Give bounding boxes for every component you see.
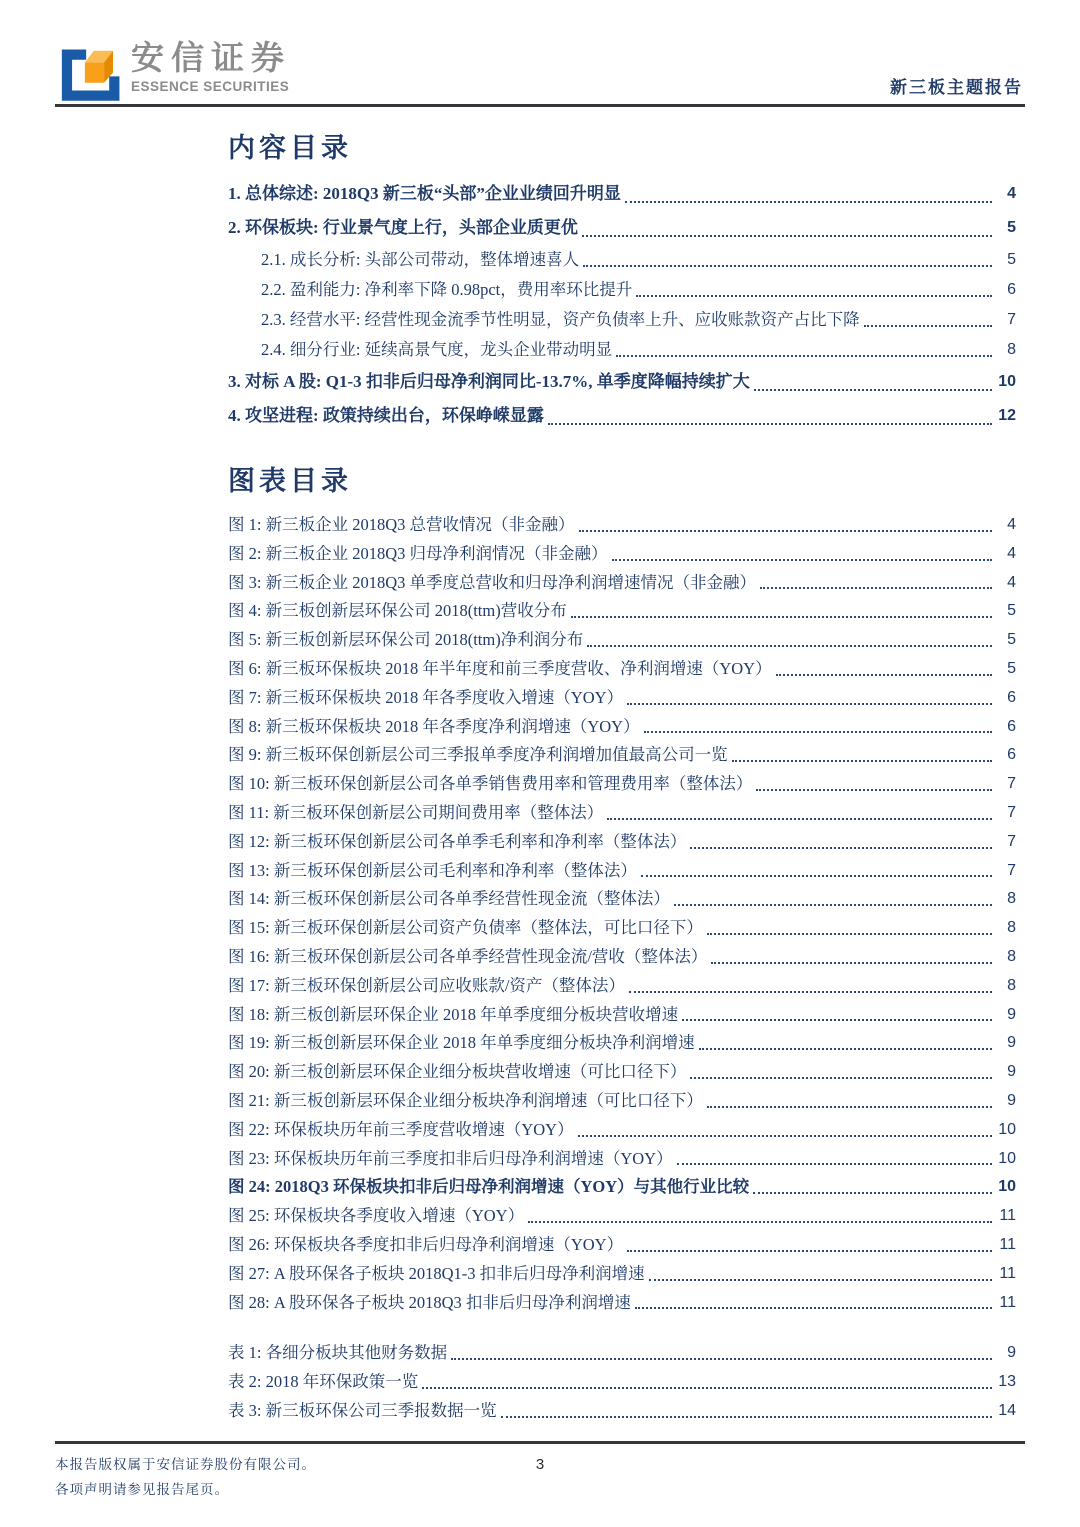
dot-leader bbox=[637, 857, 996, 886]
dot-leader bbox=[707, 943, 996, 972]
contents-title: 内容目录 bbox=[228, 133, 352, 163]
figure-item[interactable] bbox=[228, 857, 1016, 886]
figure-item-label: 表 1: 各细分板块其他财务数据 bbox=[228, 1343, 448, 1363]
figure-item-label: 图 17: 新三板环保创新层公司应收账款/资产（整体法） bbox=[228, 975, 625, 995]
figure-item-page: 11 bbox=[999, 1293, 1016, 1311]
dot-leader bbox=[645, 1260, 996, 1289]
toc-item[interactable] bbox=[228, 399, 1016, 433]
dot-leader bbox=[631, 1289, 996, 1318]
contents-list bbox=[228, 177, 1016, 433]
figure-item[interactable] bbox=[228, 655, 1016, 684]
figure-item-label: 图 27: A 股环保各子板块 2018Q1-3 扣非后归母净利润增速 bbox=[228, 1263, 645, 1283]
figure-item[interactable] bbox=[228, 569, 1016, 598]
figure-item-page: 9 bbox=[1007, 1092, 1016, 1110]
figure-item-page: 8 bbox=[1007, 948, 1016, 966]
figure-item-label: 图 21: 新三板创新层环保企业细分板块净利润增速（可比口径下） bbox=[228, 1091, 703, 1111]
figure-item[interactable] bbox=[228, 1087, 1016, 1116]
figures-list bbox=[228, 511, 1016, 1317]
toc-item-page: 8 bbox=[1007, 341, 1016, 359]
figures-title: 图表目录 bbox=[228, 466, 352, 497]
figure-item-page: 10 bbox=[998, 1178, 1016, 1196]
toc-item-page: 12 bbox=[998, 407, 1016, 425]
figure-item-label: 图 19: 新三板创新层环保企业 2018 年单季度细分板块净利润增速 bbox=[228, 1033, 695, 1053]
figure-item[interactable] bbox=[228, 770, 1016, 799]
brand-name-en: ESSENCE SECURITIES bbox=[131, 78, 290, 94]
figure-item-page: 10 bbox=[998, 1149, 1016, 1167]
dot-leader bbox=[640, 713, 996, 742]
figure-item-label: 图 7: 新三板环保板块 2018 年各季度收入增速（YOY） bbox=[228, 687, 624, 707]
figure-item-label: 图 14: 新三板环保创新层公司各单季经营性现金流（整体法） bbox=[228, 889, 670, 909]
page-number: 3 bbox=[535, 1456, 545, 1473]
figure-item[interactable] bbox=[228, 626, 1016, 655]
dot-leader bbox=[608, 540, 997, 569]
essence-securities-logo-icon bbox=[58, 36, 122, 104]
figure-item[interactable] bbox=[228, 828, 1016, 857]
toc-item-label: 1. 总体综述: 2018Q3 新三板“头部”企业业绩回升明显 bbox=[228, 184, 621, 204]
dot-leader bbox=[625, 972, 996, 1001]
dot-leader bbox=[621, 177, 996, 211]
figure-item-page: 5 bbox=[1007, 602, 1016, 620]
figure-item-label: 图 4: 新三板创新层环保公司 2018(ttm)营收分布 bbox=[228, 601, 567, 621]
toc-item-label: 2.4. 细分行业: 延续高景气度，龙头企业带动明显 bbox=[261, 340, 613, 360]
figure-item-page: 11 bbox=[999, 1207, 1016, 1225]
dot-leader bbox=[574, 1116, 996, 1145]
figure-item-label: 图 25: 环保板块各季度收入增速（YOY） bbox=[228, 1206, 525, 1226]
figure-item-page: 7 bbox=[1007, 804, 1016, 822]
copyright-line-1: 本报告版权属于安信证券股份有限公司。 bbox=[55, 1457, 316, 1472]
figure-item[interactable] bbox=[228, 1397, 1016, 1426]
figure-item[interactable] bbox=[228, 1368, 1016, 1397]
figure-item-page: 11 bbox=[999, 1236, 1016, 1254]
dot-leader bbox=[670, 885, 996, 914]
figure-item-label: 表 3: 新三板环保公司三季报数据一览 bbox=[228, 1401, 497, 1420]
figure-item[interactable] bbox=[228, 1029, 1016, 1058]
figure-item-label: 图 2: 新三板企业 2018Q3 归母净利润情况（非金融） bbox=[228, 543, 608, 563]
dot-leader bbox=[750, 365, 996, 399]
dot-leader bbox=[695, 1029, 996, 1058]
figure-item[interactable] bbox=[228, 1173, 1016, 1202]
toc-item[interactable] bbox=[228, 365, 1016, 399]
figure-item[interactable] bbox=[228, 972, 1016, 1001]
figure-item[interactable] bbox=[228, 1231, 1016, 1260]
figure-item[interactable] bbox=[228, 713, 1016, 742]
figure-item-page: 9 bbox=[1007, 1005, 1016, 1023]
figure-item-page: 13 bbox=[998, 1373, 1016, 1391]
figure-item[interactable] bbox=[228, 1202, 1016, 1231]
figure-item-label: 图 23: 环保板块历年前三季度扣非后归母净利润增速（YOY） bbox=[228, 1148, 673, 1168]
figure-item[interactable] bbox=[228, 1289, 1016, 1318]
figure-item-label: 图 5: 新三板创新层环保公司 2018(ttm)净利润分布 bbox=[228, 630, 584, 650]
figure-item[interactable] bbox=[228, 943, 1016, 972]
tables-list bbox=[228, 1339, 1016, 1425]
dot-leader bbox=[686, 1058, 996, 1087]
report-type-label: 新三板主题报告 bbox=[890, 78, 1023, 97]
toc-item-page: 4 bbox=[1007, 185, 1016, 203]
dot-leader bbox=[686, 828, 996, 857]
figure-item[interactable] bbox=[228, 885, 1016, 914]
toc-item-page: 5 bbox=[1007, 219, 1016, 237]
figure-item-page: 4 bbox=[1007, 516, 1016, 534]
toc-item-label: 2.2. 盈利能力: 净利率下降 0.98pct，费用率环比提升 bbox=[261, 280, 633, 300]
dot-leader bbox=[673, 1145, 996, 1174]
figure-item-page: 8 bbox=[1007, 976, 1016, 994]
dot-leader bbox=[678, 1001, 996, 1030]
figure-item[interactable] bbox=[228, 1260, 1016, 1289]
figure-item-page: 11 bbox=[999, 1264, 1016, 1282]
figure-item[interactable] bbox=[228, 1145, 1016, 1174]
dot-leader bbox=[612, 335, 996, 365]
toc-item-label: 2.3. 经营水平: 经营性现金流季节性明显，资产负债率上升、应收账款资产占比下降 bbox=[261, 310, 860, 330]
toc-item-label: 4. 攻坚进程: 政策持续出台，环保峥嵘显露 bbox=[228, 406, 544, 426]
figure-item-page: 7 bbox=[1007, 861, 1016, 879]
figure-item-page: 6 bbox=[1007, 717, 1016, 735]
toc-item[interactable] bbox=[228, 245, 1016, 275]
toc-item-page: 5 bbox=[1007, 251, 1016, 269]
toc-item-label: 2.1. 成长分析: 头部公司带动，整体增速喜人 bbox=[261, 250, 580, 270]
figure-item-label: 图 3: 新三板企业 2018Q3 单季度总营收和归母净利润增速情况（非金融） bbox=[228, 572, 756, 592]
figure-item-label: 图 22: 环保板块历年前三季度营收增速（YOY） bbox=[228, 1119, 574, 1139]
toc-item[interactable] bbox=[228, 335, 1016, 365]
dot-leader bbox=[544, 399, 996, 433]
dot-leader bbox=[578, 211, 996, 245]
figure-item-page: 6 bbox=[1007, 746, 1016, 764]
figure-item-label: 图 11: 新三板环保创新层公司期间费用率（整体法） bbox=[228, 803, 604, 823]
figure-item[interactable] bbox=[228, 799, 1016, 828]
dot-leader bbox=[579, 245, 996, 275]
dot-leader bbox=[524, 1202, 996, 1231]
figure-item-page: 9 bbox=[1007, 1034, 1016, 1052]
dot-leader bbox=[632, 275, 996, 305]
figure-item[interactable] bbox=[228, 1116, 1016, 1145]
figure-item-label: 图 24: 2018Q3 环保板块扣非后归母净利润增速（YOY）与其他行业比较 bbox=[228, 1177, 750, 1197]
figure-item-page: 7 bbox=[1007, 832, 1016, 850]
figure-item[interactable] bbox=[228, 741, 1016, 770]
figure-item-label: 表 2: 2018 年环保政策一览 bbox=[228, 1372, 419, 1392]
dot-leader bbox=[567, 597, 996, 626]
figure-item-label: 图 6: 新三板环保板块 2018 年半年度和前三季度营收、净利润增速（YOY） bbox=[228, 659, 772, 679]
copyright-line-2: 各项声明请参见报告尾页。 bbox=[55, 1481, 229, 1497]
toc-item-label: 2. 环保板块: 行业景气度上行，头部企业质更优 bbox=[228, 218, 578, 238]
dot-leader bbox=[772, 655, 996, 684]
toc-item-page: 10 bbox=[998, 373, 1016, 391]
figure-item-label: 图 9: 新三板环保创新层公司三季报单季度净利润增加值最高公司一览 bbox=[228, 745, 728, 765]
figure-item-page: 10 bbox=[998, 1120, 1016, 1138]
figure-item-page: 5 bbox=[1007, 631, 1016, 649]
figure-item[interactable] bbox=[228, 914, 1016, 943]
dot-leader bbox=[623, 684, 996, 713]
toc-item-label: 3. 对标 A 股: Q1-3 扣非后归母净利润同比-13.7%, 单季度降幅持续扩大 bbox=[228, 372, 750, 392]
dot-leader bbox=[703, 914, 996, 943]
figure-item[interactable] bbox=[228, 684, 1016, 713]
dot-leader bbox=[603, 799, 996, 828]
dot-leader bbox=[752, 770, 996, 799]
toc-item[interactable] bbox=[228, 305, 1016, 335]
figure-item-label: 图 15: 新三板环保创新层公司资产负债率（整体法，可比口径下） bbox=[228, 918, 703, 938]
dot-leader bbox=[497, 1397, 996, 1426]
figure-item-label: 图 26: 环保板块各季度扣非后归母净利润增速（YOY） bbox=[228, 1235, 624, 1255]
dot-leader bbox=[447, 1339, 996, 1368]
toc-item-page: 7 bbox=[1007, 311, 1016, 329]
dot-leader bbox=[728, 741, 996, 770]
figure-item[interactable] bbox=[228, 1339, 1016, 1368]
toc-item[interactable] bbox=[228, 211, 1016, 245]
figure-item-page: 8 bbox=[1007, 919, 1016, 937]
figure-item[interactable] bbox=[228, 511, 1016, 540]
dot-leader bbox=[623, 1231, 996, 1260]
figure-item-label: 图 13: 新三板环保创新层公司毛利率和净利率（整体法） bbox=[228, 860, 637, 880]
toc-item[interactable] bbox=[228, 177, 1016, 211]
figure-item-page: 7 bbox=[1007, 775, 1016, 793]
dot-leader bbox=[418, 1368, 996, 1397]
figure-item-label: 图 28: A 股环保各子板块 2018Q3 扣非后归母净利润增速 bbox=[228, 1292, 631, 1312]
dot-leader bbox=[575, 511, 997, 540]
figure-item-label: 图 8: 新三板环保板块 2018 年各季度净利润增速（YOY） bbox=[228, 716, 640, 736]
brand-logo bbox=[58, 36, 291, 104]
figure-item-page: 9 bbox=[1007, 1344, 1016, 1362]
figure-item-page: 4 bbox=[1007, 573, 1016, 591]
figure-item-page: 8 bbox=[1007, 890, 1016, 908]
dot-leader bbox=[583, 626, 996, 655]
figure-item-label: 图 12: 新三板环保创新层公司各单季毛利率和净利率（整体法） bbox=[228, 831, 687, 851]
toc-item-page: 6 bbox=[1007, 281, 1016, 299]
brand-name-cn: 安信证券 bbox=[131, 39, 291, 76]
figure-item[interactable] bbox=[228, 1058, 1016, 1087]
figure-item-page: 5 bbox=[1007, 660, 1016, 678]
dot-leader bbox=[756, 569, 996, 598]
dot-leader bbox=[860, 305, 996, 335]
figure-item-page: 4 bbox=[1007, 544, 1016, 562]
figure-item[interactable] bbox=[228, 1001, 1016, 1030]
dot-leader bbox=[749, 1173, 996, 1202]
figure-item-label: 图 1: 新三板企业 2018Q3 总营收情况（非金融） bbox=[228, 515, 575, 535]
toc-item[interactable] bbox=[228, 275, 1016, 305]
figure-item-page: 9 bbox=[1007, 1063, 1016, 1081]
figure-item-page: 6 bbox=[1007, 688, 1016, 706]
figure-item-label: 图 20: 新三板创新层环保企业细分板块营收增速（可比口径下） bbox=[228, 1062, 687, 1082]
figure-item-label: 图 16: 新三板环保创新层公司各单季经营性现金流/营收（整体法） bbox=[228, 947, 708, 967]
toc-page-body bbox=[228, 133, 1016, 1426]
dot-leader bbox=[703, 1087, 996, 1116]
page-header bbox=[55, 0, 1025, 107]
figure-item-page: 14 bbox=[998, 1402, 1016, 1419]
figure-item[interactable] bbox=[228, 597, 1016, 626]
figure-item[interactable] bbox=[228, 540, 1016, 569]
figure-item-label: 图 18: 新三板创新层环保企业 2018 年单季度细分板块营收增速 bbox=[228, 1004, 679, 1024]
figure-item-label: 图 10: 新三板环保创新层公司各单季销售费用率和管理费用率（整体法） bbox=[228, 774, 753, 794]
page-footer bbox=[55, 1441, 1025, 1503]
